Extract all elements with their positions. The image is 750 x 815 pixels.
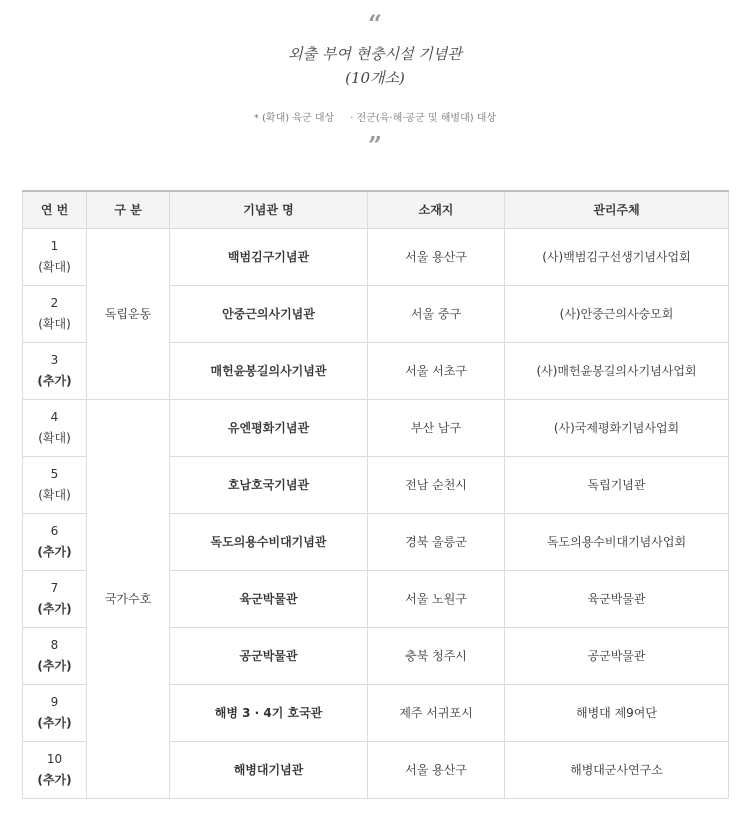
header-category: 구 분 xyxy=(87,191,170,228)
row-tag: (추가) xyxy=(37,772,72,787)
row-tag: (확대) xyxy=(38,259,71,274)
manager: 공군박물관 xyxy=(505,627,729,684)
row-tag: (확대) xyxy=(38,430,71,445)
page-title xyxy=(0,42,750,90)
memorial-name: 공군박물관 xyxy=(170,627,368,684)
location: 전남 순천시 xyxy=(368,456,505,513)
row-number-cell xyxy=(23,228,87,285)
row-number-cell xyxy=(23,456,87,513)
memorial-table xyxy=(22,190,729,799)
manager: (사)매헌윤봉길의사기념사업회 xyxy=(505,342,729,399)
manager: (사)안중근의사숭모회 xyxy=(505,285,729,342)
manager: 육군박물관 xyxy=(505,570,729,627)
memorial-name: 매헌윤봉길의사기념관 xyxy=(170,342,368,399)
row-number: 2 xyxy=(50,295,59,310)
manager: 독립기념관 xyxy=(505,456,729,513)
row-tag: (추가) xyxy=(37,601,72,616)
open-quote-icon: “ xyxy=(368,9,382,38)
memorial-name: 안중근의사기념관 xyxy=(170,285,368,342)
row-number: 3 xyxy=(50,352,59,367)
row-number-cell xyxy=(23,513,87,570)
location: 서울 서초구 xyxy=(368,342,505,399)
row-tag: (확대) xyxy=(38,316,71,331)
row-number-cell xyxy=(23,627,87,684)
table-header-row xyxy=(23,191,729,228)
location: 서울 중구 xyxy=(368,285,505,342)
row-number: 8 xyxy=(50,637,59,652)
note-added: · 전군(육·해·공군 및 해병대) 대상 xyxy=(350,113,497,124)
manager: 해병대 제9여단 xyxy=(505,684,729,741)
row-number-cell xyxy=(23,570,87,627)
row-number-cell xyxy=(23,342,87,399)
location: 서울 노원구 xyxy=(368,570,505,627)
row-number: 10 xyxy=(46,751,63,766)
memorial-name: 독도의용수비대기념관 xyxy=(170,513,368,570)
location: 서울 용산구 xyxy=(368,741,505,798)
memorial-name: 육군박물관 xyxy=(170,570,368,627)
row-tag: (추가) xyxy=(37,658,72,673)
row-tag: (추가) xyxy=(37,373,72,388)
memorial-name: 유엔평화기념관 xyxy=(170,399,368,456)
row-tag: (추가) xyxy=(37,715,72,730)
row-number: 4 xyxy=(50,409,59,424)
category-independence: 독립운동 xyxy=(87,228,170,399)
memorial-name: 해병 3 · 4기 호국관 xyxy=(170,684,368,741)
table-row xyxy=(23,399,729,456)
location: 제주 서귀포시 xyxy=(368,684,505,741)
title-line-2: (10개소) xyxy=(345,69,405,87)
location: 경북 울릉군 xyxy=(368,513,505,570)
table-row xyxy=(23,228,729,285)
title-line-1: 외출 부여 현충시설 기념관 xyxy=(288,45,462,63)
manager: 해병대군사연구소 xyxy=(505,741,729,798)
row-number-cell xyxy=(23,684,87,741)
header-number: 연 번 xyxy=(23,191,87,228)
memorial-name: 호남호국기념관 xyxy=(170,456,368,513)
row-number: 5 xyxy=(50,466,59,481)
header-memorial-name: 기념관 명 xyxy=(170,191,368,228)
location: 서울 용산구 xyxy=(368,228,505,285)
location: 충북 청주시 xyxy=(368,627,505,684)
row-tag: (확대) xyxy=(38,487,71,502)
row-number: 7 xyxy=(50,580,59,595)
memorial-name: 백범김구기념관 xyxy=(170,228,368,285)
manager: (사)국제평화기념사업회 xyxy=(505,399,729,456)
row-number-cell xyxy=(23,399,87,456)
row-tag: (추가) xyxy=(37,544,72,559)
header-location: 소재지 xyxy=(368,191,505,228)
row-number: 1 xyxy=(50,238,59,253)
row-number: 6 xyxy=(50,523,59,538)
row-number-cell xyxy=(23,741,87,798)
memorial-name: 해병대기념관 xyxy=(170,741,368,798)
manager: 독도의용수비대기념사업회 xyxy=(505,513,729,570)
manager: (사)백범김구선생기념사업회 xyxy=(505,228,729,285)
location: 부산 남구 xyxy=(368,399,505,456)
category-national-defense: 국가수호 xyxy=(87,399,170,798)
row-number-cell xyxy=(23,285,87,342)
header-manager: 관리주체 xyxy=(505,191,729,228)
row-number: 9 xyxy=(50,694,59,709)
note-expanded: * (확대) 육군 대상 xyxy=(253,113,335,124)
close-quote-icon: ” xyxy=(368,131,382,160)
legend-note xyxy=(0,109,750,124)
